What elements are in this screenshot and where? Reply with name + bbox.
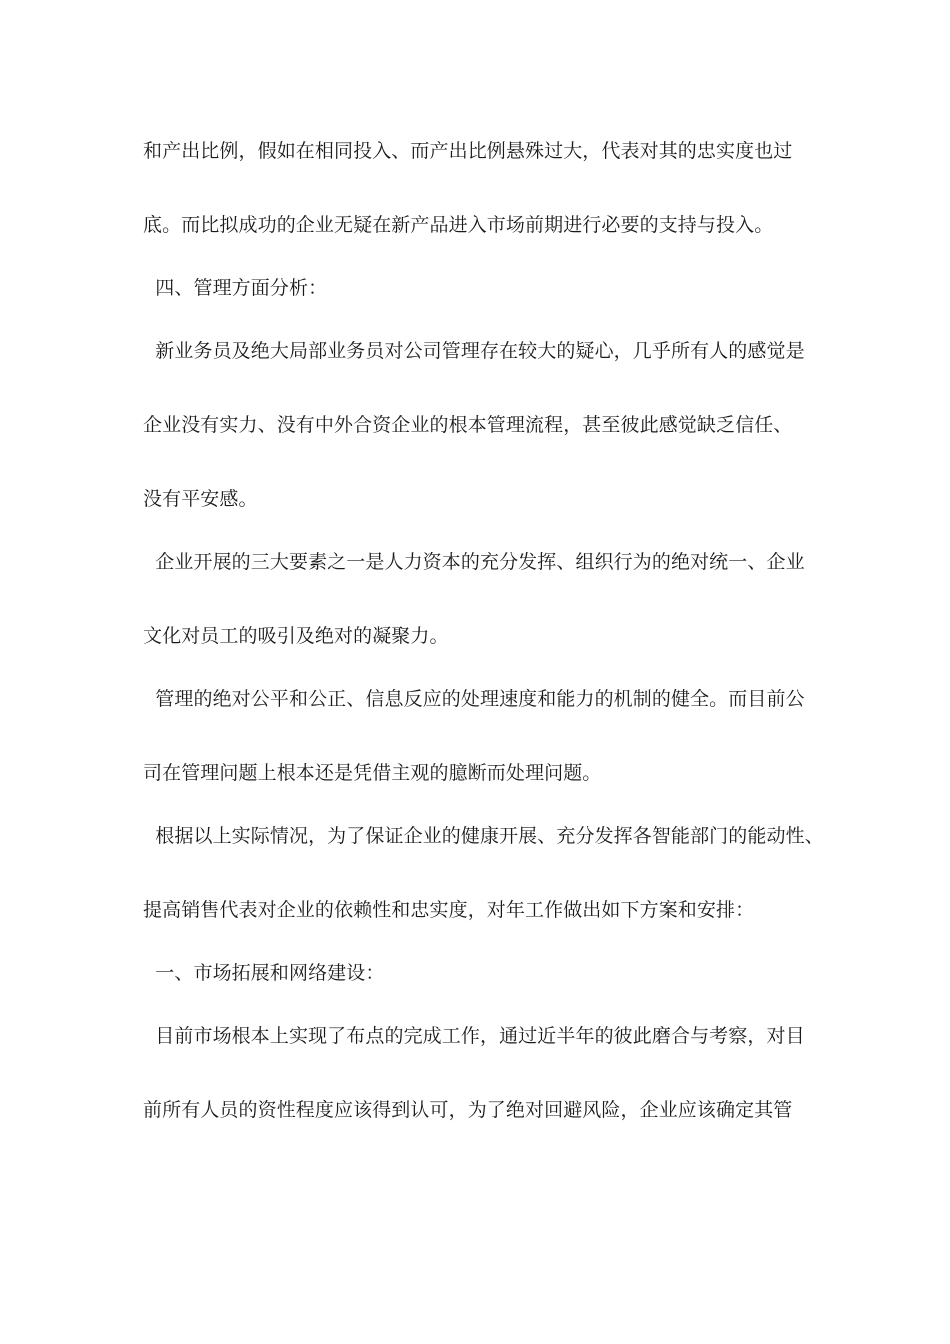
section-heading: 四、管理方面分析： — [143, 277, 328, 299]
section-heading: 一、市场拓展和网络建设： — [143, 962, 385, 984]
text-line: 企业开展的三大要素之一是人力资本的充分发挥、组织行为的绝对统一、企业 — [143, 551, 805, 573]
text-line: 和产出比例，假如在相同投入、而产出比例悬殊过大，代表对其的忠实度也过 — [143, 140, 793, 162]
text-line: 前所有人员的资性程度应该得到认可，为了绝对回避风险，企业应该确定其管 — [143, 1099, 793, 1121]
text-line: 管理的绝对公平和公正、信息反应的处理速度和能力的机制的健全。而目前公 — [143, 688, 805, 710]
text-line: 没有平安感。 — [143, 488, 258, 510]
text-line: 文化对员工的吸引及绝对的凝聚力。 — [143, 625, 449, 647]
text-line: 司在管理问题上根本还是凭借主观的臆断而处理问题。 — [143, 762, 602, 784]
text-line: 提高销售代表对企业的依赖性和忠实度，对年工作做出如下方案和安排： — [143, 899, 755, 921]
text-line: 新业务员及绝大局部业务员对公司管理存在较大的疑心，几乎所有人的感觉是 — [143, 340, 805, 362]
text-line: 目前市场根本上实现了布点的完成工作，通过近半年的彼此磨合与考察，对目 — [143, 1025, 805, 1047]
text-line: 底。而比拟成功的企业无疑在新产品进入市场前期进行必要的支持与投入。 — [143, 214, 774, 236]
text-line: 企业没有实力、没有中外合资企业的根本管理流程，甚至彼此感觉缺乏信任、 — [143, 414, 793, 436]
text-line: 根据以上实际情况，为了保证企业的健康开展、充分发挥各智能部门的能动性、 — [143, 825, 824, 847]
